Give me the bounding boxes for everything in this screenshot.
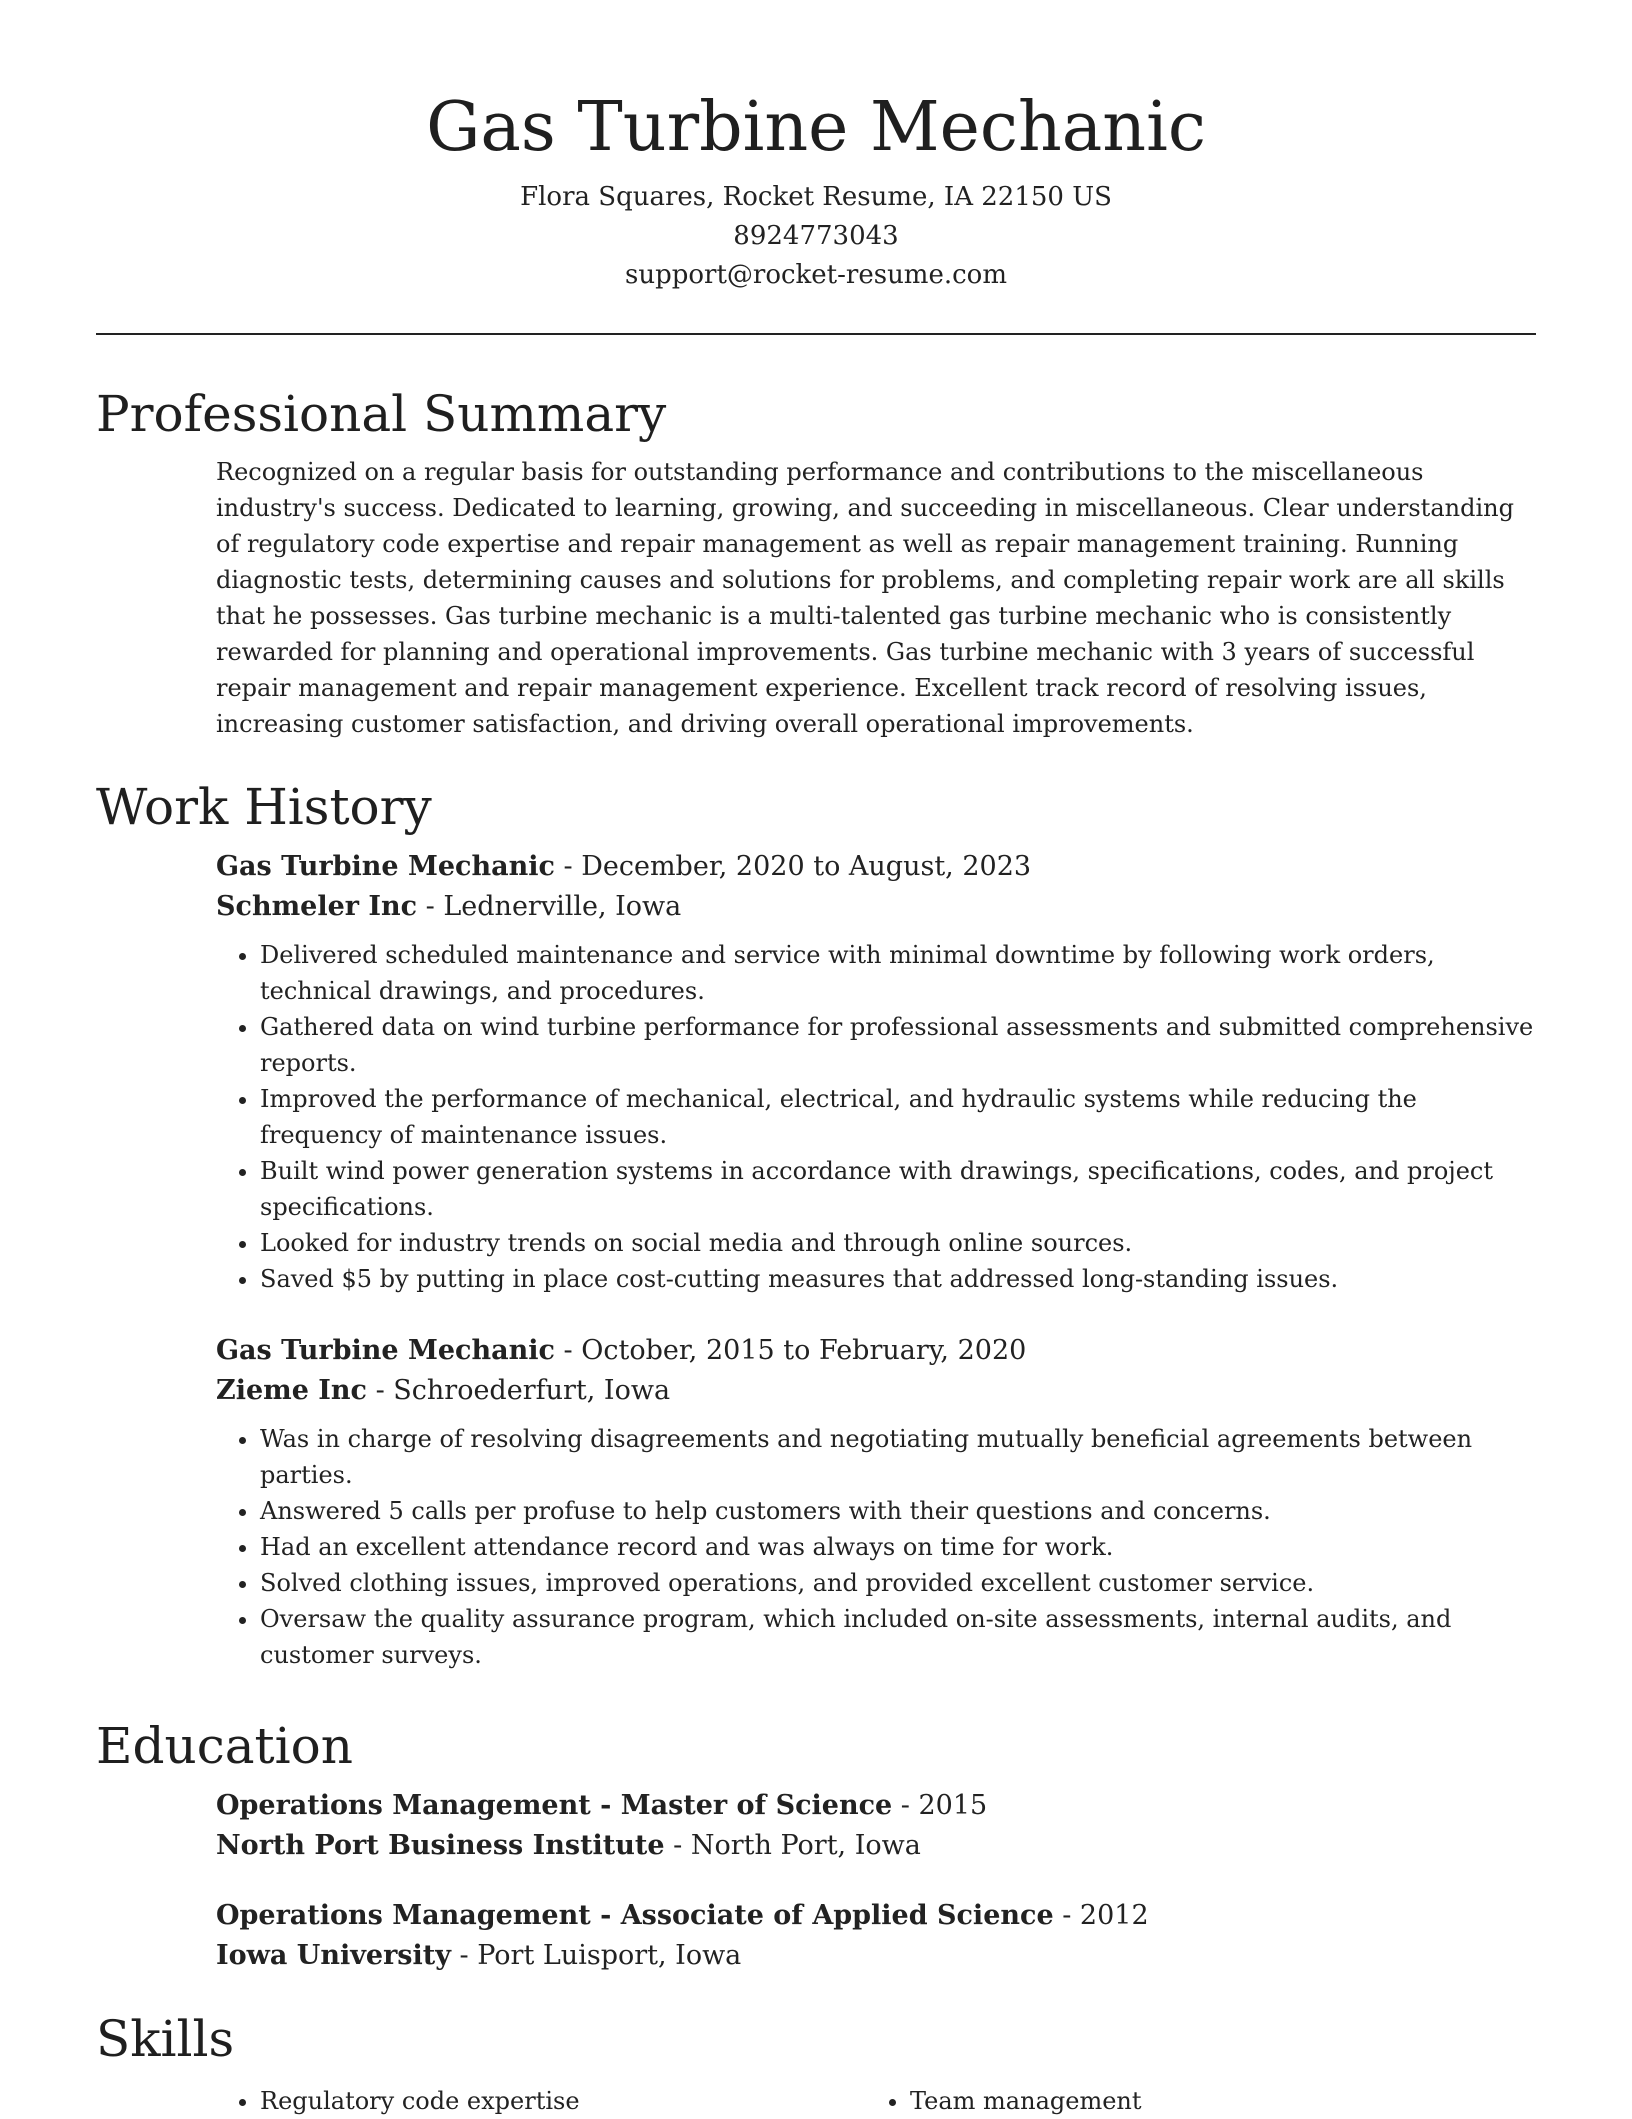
job-title-line — [216, 847, 1536, 887]
education-school: Iowa University — [216, 1940, 451, 1971]
list-item: • Saved $5 by putting in place cost-cutting measures that addressed long-standing issues. — [260, 1261, 1536, 1297]
work-heading: Work History — [96, 778, 432, 836]
education-degree-line — [216, 1786, 1536, 1826]
resume-page — [96, 0, 1536, 2115]
job-bullets — [216, 937, 1536, 1297]
job-location: - Lednerville, Iowa — [417, 891, 682, 922]
summary-text: Recognized on a regular basis for outstanding performance and contributions to the miscellaneous industry's success. Dedicated to learning, growing, and succeeding in miscellaneous. Clear understanding of regulatory code expertise and repair management as well as repair management training. Running diagnostic tests, determining causes and solutions for problems, and completing repair work are all skills that he possesses. Gas turbine mechanic is a multi-talented gas turbine mechanic who is consistently rewarded for planning and operational improvements. Gas turbine mechanic with 3 years of successful repair management and repair management experience. Excellent track record of resolving issues, increasing customer satisfaction, and driving overall operational improvements. — [216, 458, 1514, 738]
education-heading: Education — [96, 1717, 353, 1775]
education-field: Operations Management — [216, 1900, 591, 1931]
list-item: • Improved the performance of mechanical, electrical, and hydraulic systems while reducing the frequency of maintenance issues. — [260, 1081, 1536, 1153]
skills-body — [216, 2083, 1536, 2119]
education-entry — [216, 1896, 1536, 1976]
education-degree: - Associate of Applied Science — [590, 1900, 1054, 1931]
education-year: - 2012 — [1053, 1900, 1149, 1931]
skills-column-left — [216, 2083, 866, 2119]
job-company-line — [216, 1371, 1536, 1411]
candidate-name: Gas Turbine Mechanic — [426, 88, 1206, 167]
list-item: • Solved clothing issues, improved operations, and provided excellent customer service. — [260, 1565, 1536, 1601]
education-school-line — [216, 1936, 1536, 1976]
skills-list-left — [216, 2083, 866, 2119]
contact-email[interactable]: support@rocket-resume.com — [624, 260, 1007, 290]
education-school-line — [216, 1826, 1536, 1866]
education-body — [216, 1786, 1536, 1976]
job-role: Gas Turbine Mechanic — [216, 851, 555, 882]
education-entry — [216, 1786, 1536, 1866]
resume-header — [96, 0, 1536, 335]
skills-heading: Skills — [96, 2010, 235, 2068]
list-item: • Oversaw the quality assurance program, which included on-site assessments, internal audits, and customer surveys. — [260, 1601, 1536, 1673]
job-entry — [216, 1331, 1536, 1673]
job-entry — [216, 847, 1536, 1297]
job-company-line — [216, 887, 1536, 927]
job-role: Gas Turbine Mechanic — [216, 1335, 555, 1366]
summary-body — [216, 454, 1536, 742]
summary-heading: Professional Summary — [96, 385, 667, 443]
summary-section — [96, 378, 1536, 742]
list-item: • Delivered scheduled maintenance and service with minimal downtime by following work orders, technical drawings, and procedures. — [260, 937, 1536, 1009]
header-divider — [96, 333, 1536, 335]
list-item: • Looked for industry trends on social media and through online sources. — [260, 1225, 1536, 1261]
work-section — [96, 771, 1536, 1673]
job-company: Zieme Inc — [216, 1375, 367, 1406]
job-bullets — [216, 1421, 1536, 1673]
skills-list-right — [866, 2083, 1516, 2119]
education-degree: - Master of Science — [590, 1790, 893, 1821]
skills-column-right — [866, 2083, 1516, 2119]
list-item: • Had an excellent attendance record and was always on time for work. — [260, 1529, 1536, 1565]
education-degree-line — [216, 1896, 1536, 1936]
list-item: • Answered 5 calls per profuse to help customers with their questions and concerns. — [260, 1493, 1536, 1529]
list-item: • Gathered data on wind turbine performance for professional assessments and submitted comprehensive reports. — [260, 1009, 1536, 1081]
skill-item: • Team management — [910, 2083, 1516, 2119]
job-dates: - December, 2020 to August, 2023 — [554, 851, 1032, 882]
contact-address: Flora Squares, Rocket Resume, IA 22150 US — [520, 182, 1112, 212]
education-field: Operations Management — [216, 1790, 591, 1821]
skills-grid — [216, 2083, 1536, 2119]
contact-block — [96, 178, 1536, 295]
education-location: - Port Luisport, Iowa — [450, 1940, 742, 1971]
education-location: - North Port, Iowa — [664, 1830, 921, 1861]
list-item: • Was in charge of resolving disagreements and negotiating mutually beneficial agreements between parties. — [260, 1421, 1536, 1493]
job-title-line — [216, 1331, 1536, 1371]
education-section — [96, 1710, 1536, 1976]
education-school: North Port Business Institute — [216, 1830, 665, 1861]
education-year: - 2015 — [892, 1790, 988, 1821]
job-company: Schmeler Inc — [216, 891, 418, 922]
work-body — [216, 847, 1536, 1673]
job-dates: - October, 2015 to February, 2020 — [554, 1335, 1027, 1366]
list-item: • Built wind power generation systems in accordance with drawings, specifications, codes, and project specifications. — [260, 1153, 1536, 1225]
contact-phone: 8924773043 — [733, 221, 899, 251]
job-location: - Schroederfurt, Iowa — [367, 1375, 671, 1406]
skill-item: • Regulatory code expertise — [260, 2083, 866, 2119]
skills-section — [96, 2003, 1536, 2119]
